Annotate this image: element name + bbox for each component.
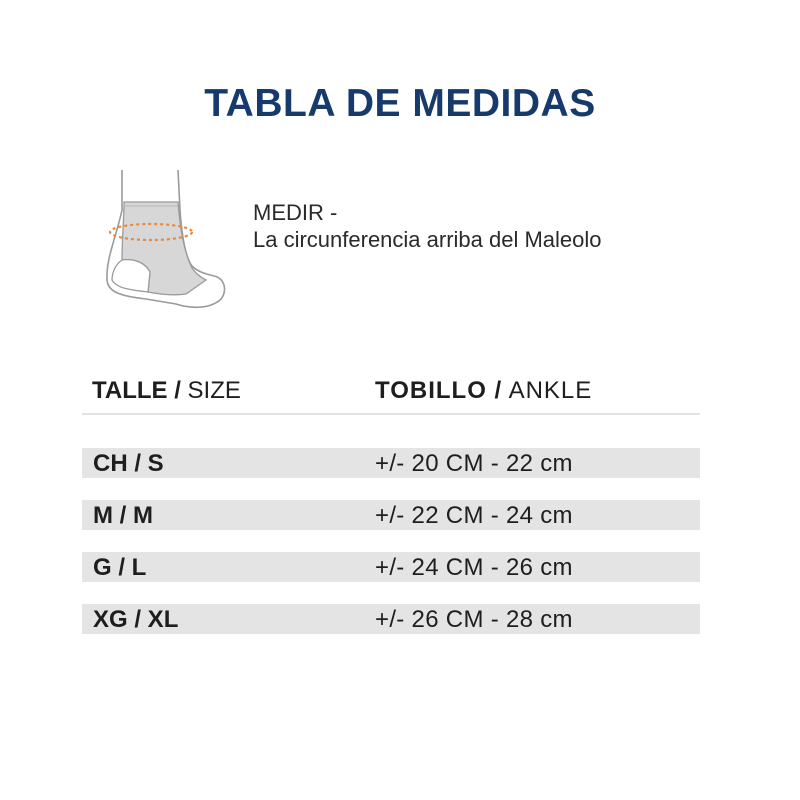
size-cell: XG / XL: [93, 606, 179, 633]
size-table: [82, 373, 700, 633]
table-header: [82, 373, 700, 415]
ankle-range-cell: +/- 24 CM - 26 cm: [375, 554, 573, 581]
table-row: [82, 604, 700, 634]
size-cell: G / L: [93, 554, 147, 581]
ankle-column-header: [375, 377, 592, 405]
table-rows: [82, 448, 700, 656]
size-column-header: [92, 377, 241, 405]
ankle-header-spanish: TOBILLO /: [375, 377, 503, 404]
table-row: [82, 500, 700, 530]
ankle-range-cell: +/- 20 CM - 22 cm: [375, 450, 573, 477]
size-cell: CH / S: [93, 450, 164, 477]
table-row: [82, 448, 700, 478]
measure-label: MEDIR -: [253, 200, 338, 225]
ankle-range-cell: +/- 26 CM - 28 cm: [375, 606, 573, 633]
page-title: TABLA DE MEDIDAS: [204, 82, 596, 125]
ankle-header-english: ANKLE: [502, 377, 593, 404]
size-cell: M / M: [93, 502, 153, 529]
ankle-range-cell: +/- 22 CM - 24 cm: [375, 502, 573, 529]
measure-instructions: [253, 199, 602, 253]
ankle-measure-icon: [98, 168, 233, 316]
table-row: [82, 552, 700, 582]
size-header-spanish: TALLE /: [92, 377, 181, 404]
measure-description: La circunferencia arriba del Maleolo: [253, 227, 602, 252]
size-header-english: SIZE: [180, 377, 241, 404]
